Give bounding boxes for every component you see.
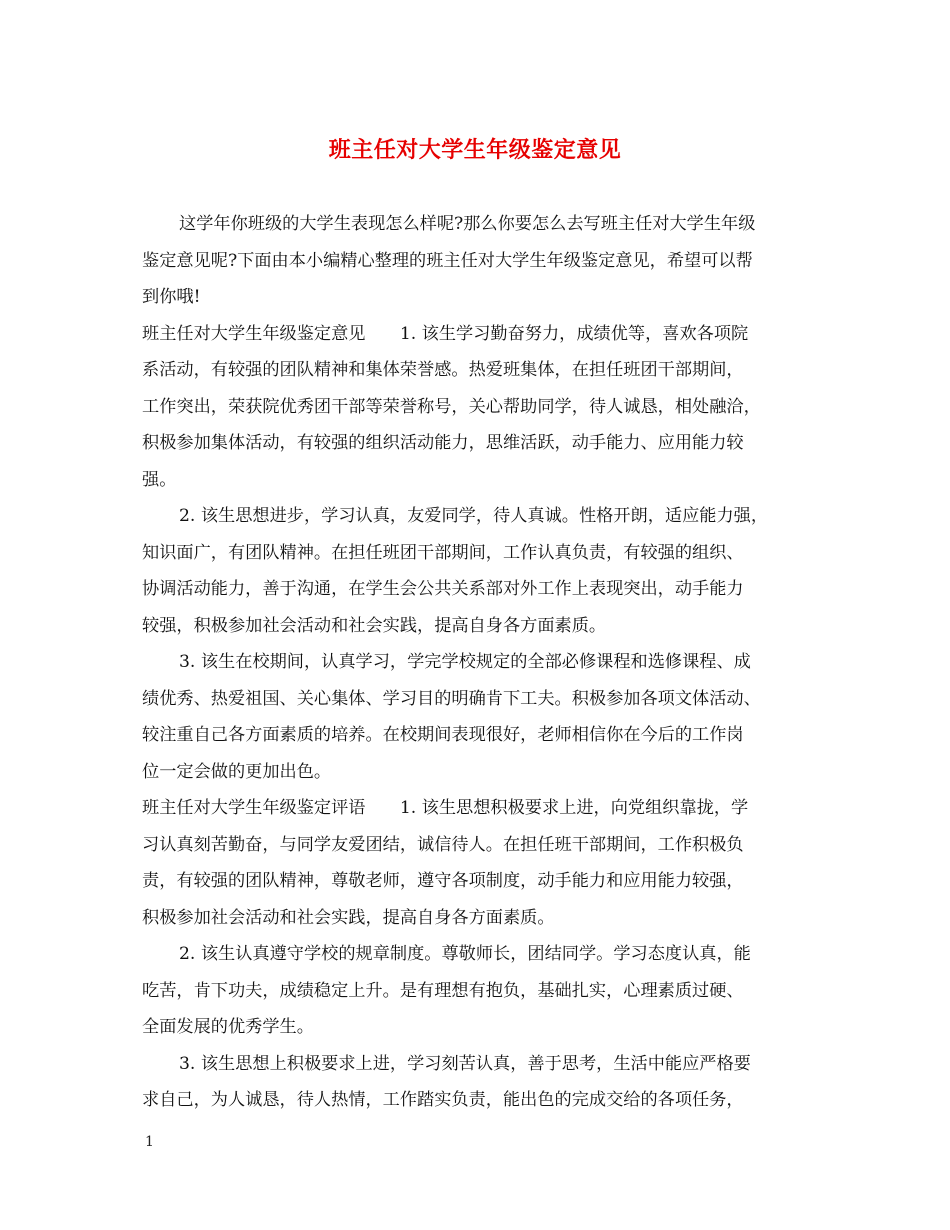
text-line: 位一定会做的更加出色。: [142, 761, 332, 782]
text-line: 强。: [142, 469, 177, 490]
text-line: 习认真刻苦勤奋，与同学友爱团结，诚信待人。在担任班干部期间，工作积极负: [142, 834, 744, 855]
text-line: 2. 该生思想进步，学习认真，友爱同学，待人真诚。性格开朗，适应能力强，: [179, 506, 769, 526]
text-line: 积极参加集体活动，有较强的组织活动能力，思维活跃，动手能力、应用能力较: [142, 433, 744, 453]
text-line: 鉴定意见呢?下面由本小编精心整理的班主任对大学生年级鉴定意见，希望可以帮: [142, 250, 753, 271]
section-heading-line: 班主任对大学生年级鉴定意见 1. 该生学习勤奋努力，成绩优等，喜欢各项院: [142, 323, 749, 344]
text-line: 较强，积极参加社会活动和社会实践，提高自身各方面素质。: [142, 615, 607, 636]
text-line: 绩优秀、热爱祖国、关心集体、学习目的明确肯下工夫。积极参加各项文体活动、: [142, 688, 761, 709]
text-line: 到你哦!: [142, 287, 201, 307]
text-line: 吃苦，肯下功夫，成绩稳定上升。是有理想有抱负，基础扎实，心理素质过硬、: [142, 980, 744, 1001]
page-number: 1: [145, 1134, 154, 1150]
text-line: 协调活动能力，善于沟通，在学生会公共关系部对外工作上表现突出，动手能力: [142, 579, 744, 599]
text-line: 责，有较强的团队精神，尊敬老师，遵守各项制度，动手能力和应用能力较强，: [142, 871, 744, 891]
text-line: 工作突出，荣获院优秀团干部等荣誉称号，关心帮助同学，待人诚恳，相处融洽，: [142, 396, 761, 417]
text-line: 较注重自己各方面素质的培养。在校期间表现很好，老师相信你在今后的工作岗: [142, 725, 744, 745]
section-heading-line: 班主任对大学生年级鉴定评语 1. 该生思想积极要求上进，向党组织靠拢，学: [142, 798, 749, 818]
text-line: 全面发展的优秀学生。: [142, 1017, 314, 1037]
text-line: 2. 该生认真遵守学校的规章制度。尊敬师长，团结同学。学习态度认真，能: [179, 944, 751, 964]
text-line: 系活动，有较强的团队精神和集体荣誉感。热爱班集体，在担任班团干部期间，: [142, 360, 744, 380]
document-body: [142, 206, 824, 1119]
text-line: 求自己，为人诚恳，待人热情，工作踏实负责，能出色的完成交给的各项任务，: [142, 1090, 744, 1110]
text-line: 3. 该生在校期间，认真学习，学完学校规定的全部必修课程和选修课程、成: [179, 652, 751, 672]
text-line: 积极参加社会活动和社会实践，提高自身各方面素质。: [142, 907, 555, 928]
document-title: 班主任对大学生年级鉴定意见: [328, 137, 622, 163]
text-line: 知识面广，有团队精神。在担任班团干部期间，工作认真负责，有较强的组织、: [142, 542, 744, 563]
text-line: 这学年你班级的大学生表现怎么样呢?那么你要怎么去写班主任对大学生年级: [179, 214, 756, 234]
text-line: 3. 该生思想上积极要求上进，学习刻苦认真，善于思考，生活中能应严格要: [179, 1053, 751, 1074]
